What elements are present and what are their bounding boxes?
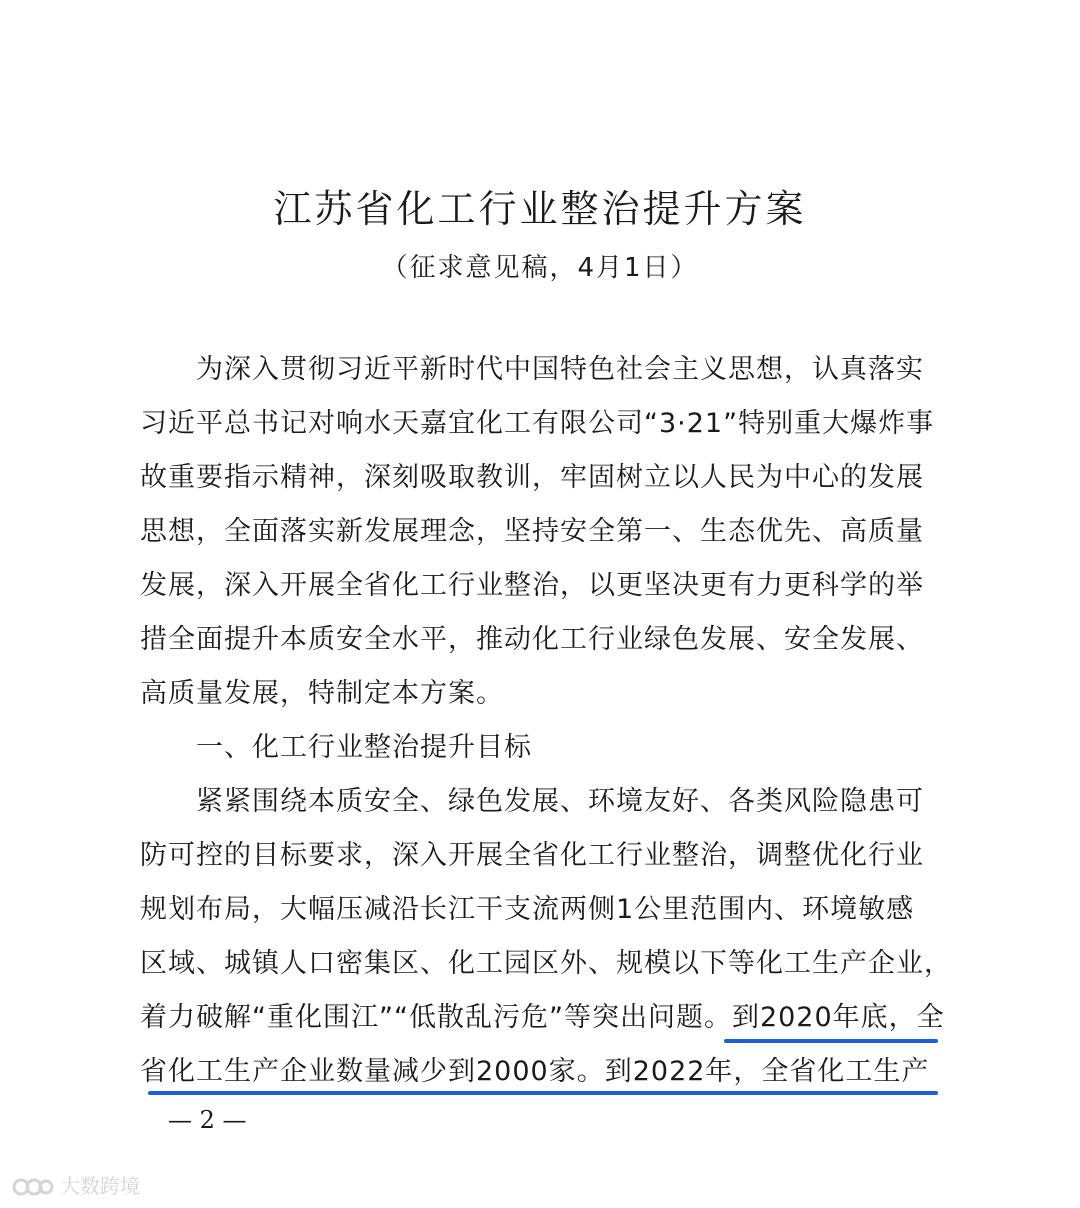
logo-icon — [12, 1172, 54, 1200]
watermark — [12, 1172, 140, 1200]
document-title: 江苏省化工行业整治提升方案 — [273, 187, 807, 231]
paragraph-line: 思想，全面落实新发展理念，坚持安全第一、生态优先、高质量 — [140, 516, 924, 547]
paragraph-line: 省化工生产企业数量减少到2000家。到2022年，全省化工生产 — [140, 1056, 930, 1087]
paragraph-line: 着力破解“重化围江”“低散乱污危”等突出问题。到2020年底，全 — [140, 1002, 945, 1033]
highlight-underline — [724, 1039, 938, 1043]
paragraph-line: 防可控的目标要求，深入开展全省化工行业整治，调整优化行业 — [140, 840, 924, 871]
paragraph-line: 紧紧围绕本质安全、绿色发展、环境友好、各类风险隐患可 — [196, 786, 924, 817]
paragraph-line: 故重要指示精神，深刻吸取教训，牢固树立以人民为中心的发展 — [140, 462, 924, 493]
paragraph-line: 高质量发展，特制定本方案。 — [140, 678, 504, 709]
paragraph-line: 规划布局，大幅压减沿长江干支流两侧1公里范围内、环境敏感 — [140, 894, 915, 925]
paragraph-line: 区域、城镇人口密集区、化工园区外、规模以下等化工生产企业， — [140, 948, 952, 979]
paragraph-line: 习近平总书记对响水天嘉宜化工有限公司“3·21”特别重大爆炸事 — [140, 408, 935, 439]
section-heading: 一、化工行业整治提升目标 — [196, 732, 532, 763]
document-subtitle: （征求意见稿，4月1日） — [381, 253, 699, 283]
paragraph-line: 为深入贯彻习近平新时代中国特色社会主义思想，认真落实 — [196, 354, 924, 385]
paragraph-line: 发展，深入开展全省化工行业整治，以更坚决更有力更科学的举 — [140, 570, 924, 601]
paragraph-line: 措全面提升本质安全水平，推动化工行业绿色发展、安全发展、 — [140, 624, 924, 655]
page-number: — 2 — — [168, 1106, 247, 1134]
highlight-underline — [148, 1091, 938, 1095]
watermark-text: 大数跨境 — [60, 1174, 140, 1198]
